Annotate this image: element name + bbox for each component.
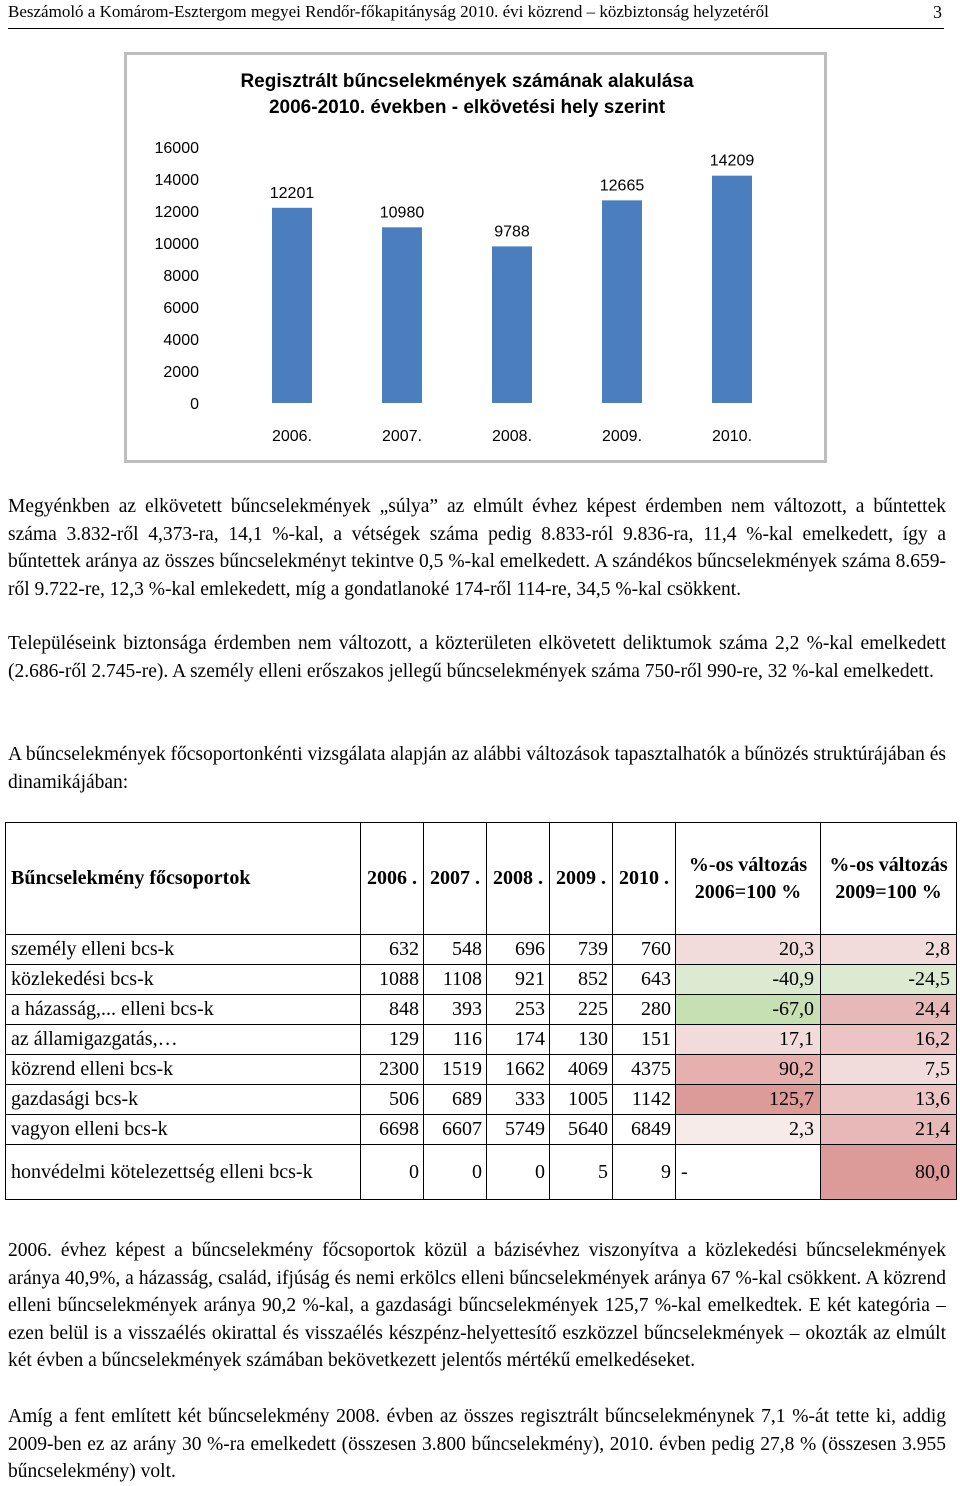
y-tick-label: 16000 bbox=[154, 140, 199, 157]
row-year-value: 129 bbox=[361, 1025, 424, 1055]
bar-chart-svg bbox=[127, 55, 824, 460]
row-year-value: 393 bbox=[424, 995, 487, 1025]
y-tick-label: 8000 bbox=[163, 268, 199, 285]
page-number: 3 bbox=[933, 2, 942, 22]
bar bbox=[712, 176, 752, 403]
row-year-value: 280 bbox=[613, 995, 676, 1025]
row-year-value: 1108 bbox=[424, 965, 487, 995]
row-year-value: 0 bbox=[487, 1145, 550, 1200]
row-year-value: 6849 bbox=[613, 1115, 676, 1145]
row-year-value: 0 bbox=[361, 1145, 424, 1200]
bar-value-label: 12201 bbox=[269, 184, 315, 202]
table-row bbox=[6, 1025, 957, 1055]
page-header bbox=[8, 2, 944, 29]
row-year-value: 1519 bbox=[424, 1055, 487, 1085]
row-year-value: 2300 bbox=[361, 1055, 424, 1085]
row-year-value: 9 bbox=[613, 1145, 676, 1200]
row-category: az államigazgatás,… bbox=[6, 1025, 361, 1055]
row-year-value: 696 bbox=[487, 935, 550, 965]
row-category: személy elleni bcs-k bbox=[6, 935, 361, 965]
row-year-value: 1088 bbox=[361, 965, 424, 995]
row-pct-2009: 24,4 bbox=[821, 995, 957, 1025]
row-year-value: 739 bbox=[550, 935, 613, 965]
row-year-value: 0 bbox=[424, 1145, 487, 1200]
row-category: közrend elleni bcs-k bbox=[6, 1055, 361, 1085]
y-tick-label: 0 bbox=[190, 396, 199, 413]
row-year-value: 1005 bbox=[550, 1085, 613, 1115]
table-row bbox=[6, 1085, 957, 1115]
bar-value-label: 14209 bbox=[709, 152, 755, 170]
row-year-value: 548 bbox=[424, 935, 487, 965]
y-tick-label: 14000 bbox=[154, 172, 199, 189]
row-pct-2009: 13,6 bbox=[821, 1085, 957, 1115]
row-pct-2009: 80,0 bbox=[821, 1145, 957, 1200]
row-year-value: 5640 bbox=[550, 1115, 613, 1145]
row-year-value: 6698 bbox=[361, 1115, 424, 1145]
header-title: Beszámoló a Komárom-Esztergom megyei Rendőr-főkapitányság 2010. évi közrend – közbiztonság helyzetéről bbox=[8, 2, 769, 21]
row-year-value: 1662 bbox=[487, 1055, 550, 1085]
bar-value-label: 10980 bbox=[379, 204, 425, 222]
paragraph-settlements: Településeink biztonsága érdemben nem változott, a közterületen elkövetett deliktumok száma 2,2 %-kal emelkedett (2.686-ről 2.745-re). A személy elleni erőszakos jellegű bűncselekmények száma 750-ről 990-re, 32 %-kal emelkedett. bbox=[8, 633, 946, 682]
row-pct-2009: 7,5 bbox=[821, 1055, 957, 1085]
row-pct-2006: 125,7 bbox=[676, 1085, 821, 1115]
row-pct-2006: 2,3 bbox=[676, 1115, 821, 1145]
row-year-value: 4375 bbox=[613, 1055, 676, 1085]
row-year-value: 4069 bbox=[550, 1055, 613, 1085]
row-year-value: 632 bbox=[361, 935, 424, 965]
row-year-value: 506 bbox=[361, 1085, 424, 1115]
table-row bbox=[6, 935, 957, 965]
table-row bbox=[6, 1115, 957, 1145]
row-year-value: 848 bbox=[361, 995, 424, 1025]
crime-chart bbox=[124, 52, 827, 463]
paragraph-comparison: 2006. évhez képest a bűncselekmény főcsoportok közül a bázisévhez viszonyítva a közlekedési bűncselekmények aránya 40,9%, a házasság, család, ifjúság és nemi erkölcs elleni bűncselekmények aránya 67 %-kal csökkent. A közrend elleni bűncselekmények aránya 90,2 %-kal, a gazdasági bűncselekmények 125,7 %-kal emelkedtek. E két kategória – ezen belül is a visszaélés okirattal és visszaélés készpénz-helyettesítő eszközzel bűncselekmények – okozták az elmúlt két évben a bűncselekmények számában bekövetkezett jelentős mértékű emelkedéseket. bbox=[8, 1240, 946, 1372]
row-pct-2009: -24,5 bbox=[821, 965, 957, 995]
row-year-value: 921 bbox=[487, 965, 550, 995]
row-year-value: 1142 bbox=[613, 1085, 676, 1115]
row-pct-2006: -40,9 bbox=[676, 965, 821, 995]
header-year: 2007 . bbox=[424, 823, 487, 935]
row-year-value: 225 bbox=[550, 995, 613, 1025]
x-tick-label: 2007. bbox=[381, 428, 423, 445]
row-pct-2006: -67,0 bbox=[676, 995, 821, 1025]
row-year-value: 130 bbox=[550, 1025, 613, 1055]
table-row bbox=[6, 1145, 957, 1200]
bar bbox=[602, 200, 642, 403]
row-category: gazdasági bcs-k bbox=[6, 1085, 361, 1115]
table-row bbox=[6, 965, 957, 995]
bar bbox=[272, 208, 312, 403]
x-tick-label: 2006. bbox=[271, 428, 313, 445]
row-category: honvédelmi kötelezettség elleni bcs-k bbox=[6, 1145, 361, 1200]
paragraph-share: Amíg a fent említett két bűncselekmény 2008. évben az összes regisztrált bűncselekménynek 7,1 %-át tette ki, addig 2009-ben ez az arány 30 %-ra emelkedett (összesen 3.800 bűncselekmény), 2010. évben pedig 27,8 % (összesen 3.955 bűncselekmény) volt. bbox=[8, 1406, 946, 1483]
header-pct-2006: %-os változás 2006=100 % bbox=[676, 823, 821, 935]
chart-title-line2: 2006-2010. években - elkövetési hely szerint bbox=[268, 97, 666, 118]
table-row bbox=[6, 1055, 957, 1085]
bar bbox=[492, 246, 532, 403]
table-row bbox=[6, 995, 957, 1025]
y-tick-label: 2000 bbox=[163, 364, 199, 381]
row-pct-2006: 20,3 bbox=[676, 935, 821, 965]
x-tick-label: 2010. bbox=[711, 428, 753, 445]
row-pct-2009: 16,2 bbox=[821, 1025, 957, 1055]
header-year: 2009 . bbox=[550, 823, 613, 935]
paragraph-severity: Megyénkben az elkövetett bűncselekmények „súlya” az elmúlt évhez képest érdemben nem változott, a bűntettek száma 3.832-ről 4,373-ra, 14,1 %-kal, a vétségek száma pedig 8.833-ról 9.836-ra, 11,4 %-kal emelkedett, így a bűntettek aránya az összes bűncselekményt tekintve 0,5 %-kal emelkedett. A szándékos bűncselekmények száma 8.659-ről 9.722-re, 12,3 %-kal emlekedett, míg a gondatlanoké 174-ről 114-re, 34,5 %-kal csökkent. bbox=[8, 496, 946, 600]
header-year: 2008 . bbox=[487, 823, 550, 935]
row-year-value: 5 bbox=[550, 1145, 613, 1200]
row-year-value: 643 bbox=[613, 965, 676, 995]
y-tick-label: 10000 bbox=[154, 236, 199, 253]
row-pct-2006: - bbox=[676, 1145, 821, 1200]
row-year-value: 333 bbox=[487, 1085, 550, 1115]
row-year-value: 5749 bbox=[487, 1115, 550, 1145]
y-tick-label: 12000 bbox=[154, 204, 199, 221]
header-year: 2010 . bbox=[613, 823, 676, 935]
header-category: Bűncselekmény főcsoportok bbox=[6, 823, 361, 935]
row-year-value: 689 bbox=[424, 1085, 487, 1115]
y-tick-label: 6000 bbox=[163, 300, 199, 317]
x-tick-label: 2008. bbox=[491, 428, 533, 445]
bar-value-label: 12665 bbox=[599, 177, 645, 195]
crime-category-table bbox=[5, 822, 957, 1200]
row-pct-2006: 90,2 bbox=[676, 1055, 821, 1085]
row-year-value: 760 bbox=[613, 935, 676, 965]
row-pct-2009: 2,8 bbox=[821, 935, 957, 965]
paragraph-structure-intro: A bűncselekmények főcsoportonkénti vizsgálata alapján az alábbi változások tapasztalhatók a bűnözés struktúrájában és dinamikájában: bbox=[8, 744, 946, 793]
row-category: közlekedési bcs-k bbox=[6, 965, 361, 995]
header-pct-2009: %-os változás 2009=100 % bbox=[821, 823, 957, 935]
header-year: 2006 . bbox=[361, 823, 424, 935]
row-pct-2009: 21,4 bbox=[821, 1115, 957, 1145]
row-year-value: 116 bbox=[424, 1025, 487, 1055]
row-year-value: 151 bbox=[613, 1025, 676, 1055]
chart-title-line1: Regisztrált bűncselekmények számának alakulása bbox=[240, 71, 694, 92]
y-tick-label: 4000 bbox=[163, 332, 199, 349]
row-category: a házasság,... elleni bcs-k bbox=[6, 995, 361, 1025]
bar bbox=[382, 227, 422, 403]
x-tick-label: 2009. bbox=[601, 428, 643, 445]
row-category: vagyon elleni bcs-k bbox=[6, 1115, 361, 1145]
table-header-row bbox=[6, 823, 957, 935]
bar-value-label: 9788 bbox=[494, 223, 530, 241]
row-year-value: 6607 bbox=[424, 1115, 487, 1145]
row-pct-2006: 17,1 bbox=[676, 1025, 821, 1055]
row-year-value: 253 bbox=[487, 995, 550, 1025]
row-year-value: 174 bbox=[487, 1025, 550, 1055]
row-year-value: 852 bbox=[550, 965, 613, 995]
